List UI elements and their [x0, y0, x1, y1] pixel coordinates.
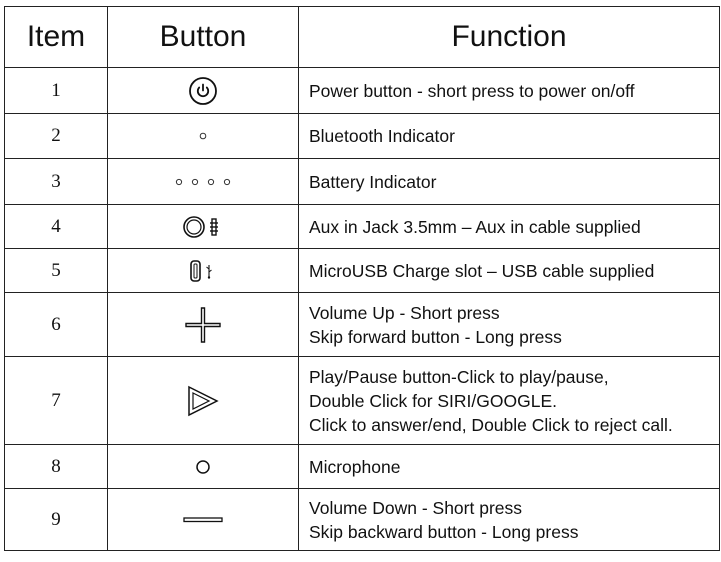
battery-indicator-dots-icon: [175, 176, 231, 188]
function-line: Click to answer/end, Double Click to reject call.: [309, 414, 673, 435]
play-icon: [186, 384, 220, 418]
microphone-hole-icon: [194, 458, 212, 476]
function-line: Bluetooth Indicator: [309, 126, 455, 146]
item-number: 9: [5, 489, 108, 551]
function-line: Power button - short press to power on/off: [309, 80, 635, 101]
header-function: Function: [299, 7, 720, 68]
table-row: [5, 114, 720, 159]
button-function-table: [4, 6, 720, 551]
table-row: [5, 293, 720, 357]
microusb-slot-icon: [183, 258, 223, 284]
item-number: 5: [5, 249, 108, 293]
item-number: 3: [5, 159, 108, 205]
function-line: Battery Indicator: [309, 171, 437, 192]
plus-icon: [183, 305, 223, 345]
function-cell: [299, 159, 720, 205]
header-row: [5, 7, 720, 68]
table-row: [5, 489, 720, 551]
function-line: Skip forward button - Long press: [309, 326, 562, 347]
header-item: Item: [5, 7, 108, 68]
table-row: [5, 445, 720, 489]
minus-icon: [182, 515, 224, 525]
table-row: [5, 249, 720, 293]
item-number: 1: [5, 68, 108, 114]
header-button: Button: [108, 7, 299, 68]
power-icon: [188, 76, 218, 106]
table-row: [5, 205, 720, 249]
function-cell: [299, 205, 720, 249]
function-line: Aux in Jack 3.5mm – Aux in cable supplied: [309, 216, 641, 237]
function-line: Volume Up - Short press: [309, 302, 500, 323]
table-row: [5, 159, 720, 205]
table-row: [5, 357, 720, 445]
function-line: Volume Down - Short press: [309, 497, 523, 518]
table-row: [5, 68, 720, 114]
item-number: 6: [5, 293, 108, 357]
function-line: Skip backward button - Long press: [309, 521, 579, 542]
function-cell: [299, 293, 720, 357]
function-cell: [299, 68, 720, 114]
function-cell: [299, 489, 720, 551]
function-line: Play/Pause button-Click to play/pause,: [309, 366, 609, 387]
item-number: 7: [5, 357, 108, 445]
function-line: Microphone: [309, 456, 401, 477]
item-number: 8: [5, 445, 108, 489]
bluetooth-indicator-dot-icon: [197, 130, 209, 142]
function-cell: [299, 445, 720, 489]
function-line: Double Click for SIRI/GOOGLE.: [309, 390, 557, 411]
item-number: 4: [5, 205, 108, 249]
function-line: MicroUSB Charge slot – USB cable supplied: [309, 260, 655, 281]
function-cell: [299, 114, 720, 159]
function-cell: [299, 249, 720, 293]
item-number: 2: [5, 114, 108, 159]
aux-jack-icon: [181, 213, 225, 241]
function-cell: [299, 357, 720, 445]
